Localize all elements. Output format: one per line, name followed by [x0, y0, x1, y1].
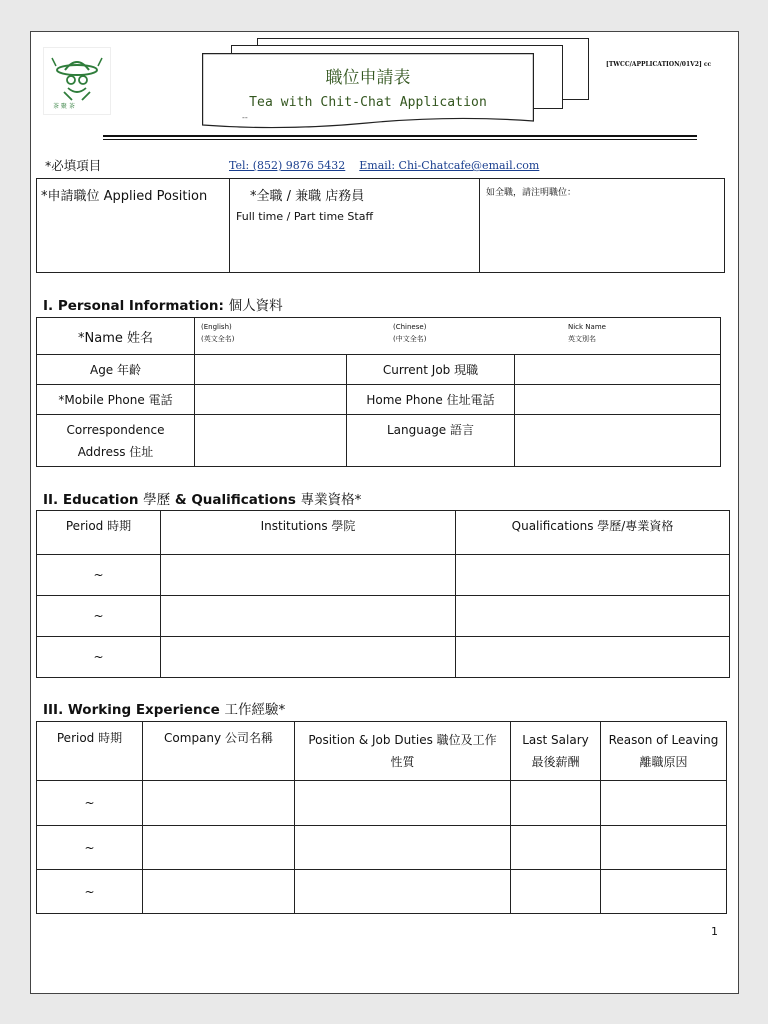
work-header-reason-line2: 離職原因 — [639, 755, 688, 769]
form-title-english: Tea with Chit-Chat Application — [249, 95, 487, 110]
chinese-name-label-zh: (中文全名) — [393, 334, 427, 343]
nick-name-label-zh: 英文別名 — [568, 334, 596, 343]
age-label: Age 年齡 — [37, 355, 195, 385]
work-salary-field[interactable] — [511, 826, 601, 870]
section-education-en: II. Education — [43, 492, 144, 508]
fulltime-position-field[interactable] — [480, 179, 725, 273]
contact-email[interactable]: Email: Chi-Chatcafe@email.com — [359, 159, 540, 172]
address-label — [37, 415, 195, 467]
address-field[interactable] — [195, 415, 347, 467]
header-divider — [103, 135, 697, 137]
english-name-label: (English) — [201, 322, 232, 331]
current-job-label: Current Job 現職 — [347, 355, 515, 385]
banner-dash: -- — [242, 113, 248, 122]
edu-institution-field[interactable] — [161, 596, 456, 637]
chinese-name-hint — [393, 323, 426, 344]
edu-period-field[interactable]: ~ — [37, 596, 161, 637]
work-position-field[interactable] — [295, 826, 511, 870]
section-work-zh: 工作經驗* — [224, 702, 286, 718]
edu-period-field[interactable]: ~ — [37, 555, 161, 596]
edu-header-period: Period 時期 — [37, 511, 161, 555]
application-form-page — [30, 31, 739, 994]
section-education-zh2: 專業資格* — [300, 492, 362, 508]
language-field[interactable] — [515, 415, 721, 467]
page-number: 1 — [711, 925, 718, 938]
personal-info-table — [36, 317, 721, 467]
section-personal-title — [43, 294, 283, 314]
applied-position-options[interactable] — [230, 179, 480, 273]
work-company-field[interactable] — [143, 826, 295, 870]
english-name-hint — [201, 323, 234, 344]
work-header-salary — [511, 722, 601, 781]
section-education-title — [43, 488, 361, 508]
work-experience-table — [36, 721, 727, 914]
edu-qualification-field[interactable] — [456, 555, 730, 596]
mobile-phone-label: *Mobile Phone 電話 — [37, 385, 195, 415]
edu-institution-field[interactable] — [161, 637, 456, 678]
applied-position-label: *申請職位 Applied Position — [37, 179, 230, 273]
form-title-chinese: 職位申請表 — [325, 68, 411, 88]
section-education-mid: & Qualifications — [170, 492, 301, 508]
age-field[interactable] — [195, 355, 347, 385]
name-field[interactable] — [195, 318, 721, 355]
title-banner — [202, 53, 534, 131]
address-label-line2: Address 住址 — [77, 444, 154, 459]
section-work-title — [43, 698, 285, 718]
home-phone-field[interactable] — [515, 385, 721, 415]
work-header-position-line1: Position & Job Duties 職位及工作 — [308, 733, 497, 747]
work-header-position-line2: 性質 — [390, 755, 415, 769]
applied-position-table — [36, 178, 725, 273]
name-label: *Name 姓名 — [37, 318, 195, 355]
work-period-field[interactable]: ~ — [37, 826, 143, 870]
edu-institution-field[interactable] — [161, 555, 456, 596]
work-header-reason-line1: Reason of Leaving — [608, 733, 719, 747]
nick-name-label: Nick Name — [568, 322, 606, 331]
work-period-field[interactable]: ~ — [37, 781, 143, 826]
cafe-logo — [43, 47, 111, 115]
address-label-line1: Correspondence — [66, 422, 165, 437]
work-header-position — [295, 722, 511, 781]
work-header-company: Company 公司名稱 — [143, 722, 295, 781]
work-header-salary-line1: Last Salary — [522, 733, 589, 747]
edu-period-field[interactable]: ~ — [37, 637, 161, 678]
home-phone-label: Home Phone 住址電話 — [347, 385, 515, 415]
work-reason-field[interactable] — [601, 870, 727, 914]
employment-type-zh: *全職 / 兼職 店務員 — [250, 189, 365, 204]
employment-type-en: Full time / Part time Staff — [236, 210, 374, 223]
edu-qualification-field[interactable] — [456, 596, 730, 637]
section-work-en: III. Working Experience — [43, 702, 225, 718]
english-name-label-zh: (英文全名) — [201, 334, 235, 343]
work-period-field[interactable]: ~ — [37, 870, 143, 914]
work-company-field[interactable] — [143, 781, 295, 826]
work-position-field[interactable] — [295, 781, 511, 826]
work-reason-field[interactable] — [601, 826, 727, 870]
current-job-field[interactable] — [515, 355, 721, 385]
edu-qualification-field[interactable] — [456, 637, 730, 678]
work-salary-field[interactable] — [511, 781, 601, 826]
contact-phone[interactable]: Tel: (852) 9876 5432 — [229, 159, 346, 172]
mobile-phone-field[interactable] — [195, 385, 347, 415]
work-company-field[interactable] — [143, 870, 295, 914]
education-table — [36, 510, 730, 678]
form-code: [TWCC/APPLICATION/01V2] cc — [606, 61, 712, 68]
edu-header-institutions: Institutions 學院 — [161, 511, 456, 555]
work-header-reason — [601, 722, 727, 781]
nick-name-hint — [568, 323, 606, 344]
work-reason-field[interactable] — [601, 781, 727, 826]
work-header-period: Period 時期 — [37, 722, 143, 781]
section-education-zh1: 學歷 — [143, 492, 171, 508]
language-label: Language 語言 — [347, 415, 515, 467]
work-position-field[interactable] — [295, 870, 511, 914]
fulltime-position-note: 如全職，請注明職位： — [486, 188, 577, 198]
svg-text:茶 聚 茶: 茶 聚 茶 — [53, 103, 75, 110]
chinese-name-label: (Chinese) — [393, 322, 427, 331]
required-note: *必填項目 — [45, 158, 102, 173]
edu-header-qualifications: Qualifications 學歷/專業資格 — [456, 511, 730, 555]
section-personal-zh: 個人資料 — [228, 298, 283, 314]
header-divider-thin — [103, 139, 697, 140]
work-header-salary-line2: 最後薪酬 — [531, 755, 580, 769]
contact-info — [229, 159, 553, 172]
work-salary-field[interactable] — [511, 870, 601, 914]
section-personal-en: I. Personal Information: — [43, 298, 229, 314]
